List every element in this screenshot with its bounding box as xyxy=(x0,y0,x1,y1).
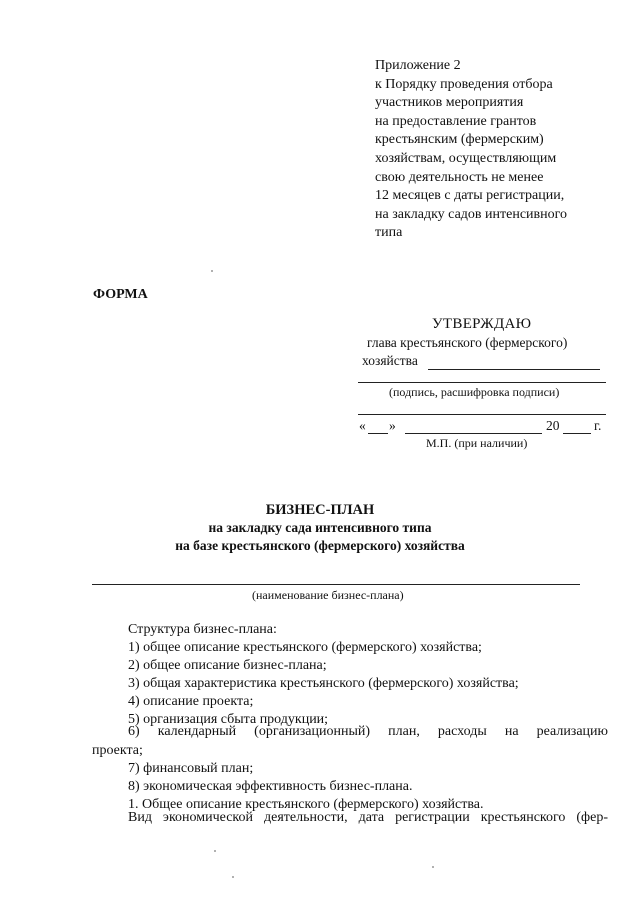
structure-item: 6) календарный (организационный) план, расходы на реализацию xyxy=(128,724,608,739)
structure-item: 3) общая характеристика крестьянского (фермерского) хозяйства; xyxy=(128,676,519,691)
appendix-line: Приложение 2 xyxy=(375,58,461,73)
date-day-blank xyxy=(368,433,388,434)
appendix-line: участников мероприятия xyxy=(375,95,524,111)
appendix-line: свою деятельность не менее xyxy=(375,169,544,185)
section-heading: 1. Общее описание крестьянского (фермерского) хозяйства. xyxy=(128,797,484,812)
approval-title: УТВЕРЖДАЮ xyxy=(432,316,532,332)
structure-item: 8) экономическая эффективность бизнес-плана. xyxy=(128,779,413,794)
date-year-suffix: г. xyxy=(594,418,602,433)
structure-item: 1) общее описание крестьянского (фермерского) хозяйства; xyxy=(128,640,482,655)
signature-caption: (подпись, расшифровка подписи) xyxy=(389,385,560,399)
date-close-quote: » xyxy=(389,418,396,433)
structure-item-continuation: проекта; xyxy=(92,743,143,758)
document-subtitle: на базе крестьянского (фермерского) хозяйства xyxy=(175,538,465,553)
signature-line xyxy=(358,382,606,383)
date-month-blank xyxy=(405,433,542,434)
structure-item: 4) описание проекта; xyxy=(128,694,254,709)
section-paragraph: Вид экономической деятельности, дата регистрации крестьянского (фер- xyxy=(128,810,608,825)
appendix-line: на предоставление грантов xyxy=(375,113,537,129)
approval-entity: хозяйства xyxy=(362,353,418,368)
structure-item: 7) финансовый план; xyxy=(128,761,254,776)
plan-name-caption: (наименование бизнес-плана) xyxy=(252,588,404,602)
appendix-line: типа xyxy=(375,225,403,241)
document-title: БИЗНЕС-ПЛАН xyxy=(265,502,375,518)
approval-entity-blank xyxy=(428,369,600,370)
date-year-prefix: 20 xyxy=(546,418,560,433)
approval-extra-line xyxy=(358,414,606,415)
plan-name-line xyxy=(92,584,580,585)
form-label: ФОРМА xyxy=(93,287,148,302)
appendix-line: крестьянским (фермерским) xyxy=(375,132,544,148)
structure-item: 2) общее описание бизнес-плана; xyxy=(128,658,327,673)
date-year-blank xyxy=(563,433,591,434)
appendix-block xyxy=(375,57,567,243)
seal-caption: М.П. (при наличии) xyxy=(426,436,528,450)
structure-item: 5) организация сбыта продукции; xyxy=(128,712,329,727)
document-subtitle: на закладку сада интенсивного типа xyxy=(208,520,432,535)
date-open-quote: « xyxy=(359,418,366,433)
appendix-line: 12 месяцев с даты регистрации, xyxy=(375,188,565,204)
appendix-line: хозяйствам, осуществляющим xyxy=(375,150,557,166)
approval-position: глава крестьянского (фермерского) xyxy=(367,335,568,350)
appendix-line: к Порядку проведения отбора xyxy=(375,76,553,92)
structure-intro: Структура бизнес-плана: xyxy=(128,622,277,637)
appendix-line: на закладку садов интенсивного xyxy=(375,206,568,222)
